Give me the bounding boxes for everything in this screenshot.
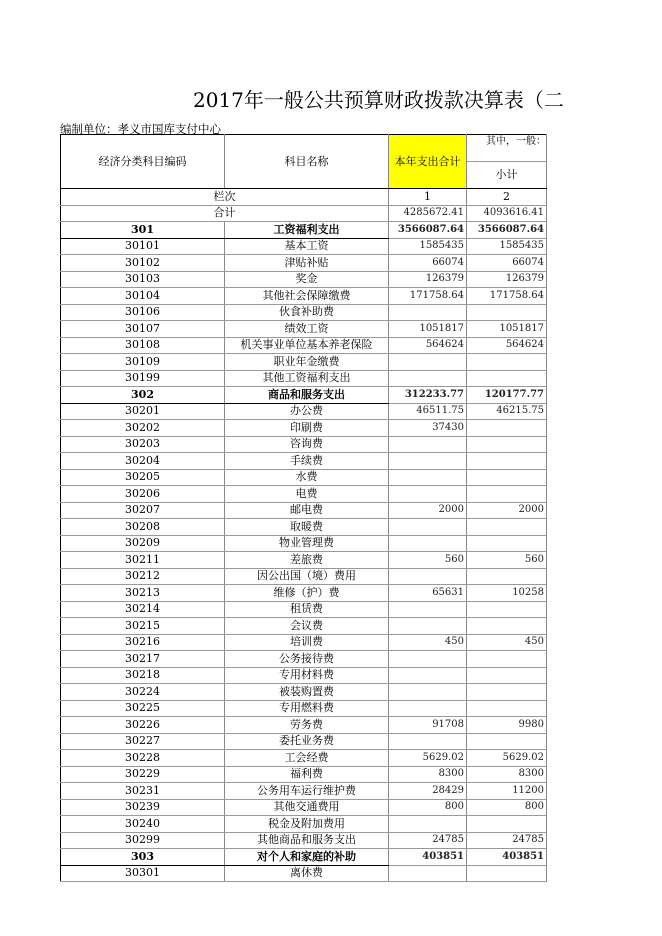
table-row [61,700,547,717]
row-code: 30225 [61,700,225,717]
table-row [61,222,547,239]
row-name: 邮电费 [225,502,389,519]
row-value-1: 3566087.64 [389,222,467,239]
row-value-1 [389,816,467,833]
row-code: 30213 [61,585,225,602]
column-index-2: 2 [467,189,547,206]
row-value-2: 171758.64 [467,288,547,305]
row-name: 其他商品和服务支出 [225,832,389,849]
row-value-1: 24785 [389,832,467,849]
row-name: 委托业务费 [225,733,389,750]
table-row [61,370,547,387]
row-value-1: 91708 [389,717,467,734]
row-value-2 [467,420,547,437]
row-name: 伙食补助费 [225,304,389,321]
row-value-1 [389,469,467,486]
row-code: 30204 [61,453,225,470]
row-value-1: 126379 [389,271,467,288]
column-index-row [61,189,547,206]
row-code: 30209 [61,535,225,552]
row-name: 咨询费 [225,436,389,453]
header-subtotal: 小计 [467,162,547,189]
row-name: 租赁费 [225,601,389,618]
row-name: 培训费 [225,634,389,651]
row-value-1 [389,453,467,470]
table-row [61,535,547,552]
row-code: 30239 [61,799,225,816]
table-row [61,238,547,255]
table-row [61,733,547,750]
row-code: 302 [61,387,225,404]
row-code: 301 [61,222,225,239]
row-value-1: 564624 [389,337,467,354]
row-name: 绩效工资 [225,321,389,338]
row-value-2: 5629.02 [467,750,547,767]
table-row [61,337,547,354]
row-value-2: 560 [467,552,547,569]
row-name: 职业年金缴费 [225,354,389,371]
row-value-1 [389,535,467,552]
table-row [61,717,547,734]
row-name: 工会经费 [225,750,389,767]
row-value-2 [467,816,547,833]
table-row [61,420,547,437]
column-index-label: 栏次 [61,189,389,206]
row-name: 机关事业单位基本养老保险 [225,337,389,354]
table-row [61,403,547,420]
header-row [61,135,547,162]
header-total: 本年支出合计 [389,135,467,189]
row-value-1 [389,436,467,453]
row-code: 30199 [61,370,225,387]
row-value-1: 560 [389,552,467,569]
row-value-2: 1051817 [467,321,547,338]
row-code: 30299 [61,832,225,849]
table-row [61,651,547,668]
column-index-1: 1 [389,189,467,206]
row-code: 30201 [61,403,225,420]
row-code: 30106 [61,304,225,321]
row-value-2: 46215.75 [467,403,547,420]
row-code: 30228 [61,750,225,767]
row-name: 商品和服务支出 [225,387,389,404]
row-value-1: 5629.02 [389,750,467,767]
row-name: 离休费 [225,865,389,882]
row-value-2 [467,733,547,750]
row-value-1: 1585435 [389,238,467,255]
header-among: 其中，一般： [467,135,547,162]
row-value-2 [467,535,547,552]
row-value-2: 3566087.64 [467,222,547,239]
compiling-unit-label: 编制单位：孝义市国库支付中心 [60,122,221,136]
row-name: 津贴补贴 [225,255,389,272]
table-row [61,684,547,701]
row-value-1: 28429 [389,783,467,800]
row-value-1: 37430 [389,420,467,437]
row-value-2 [467,618,547,635]
table-row [61,783,547,800]
row-value-2 [467,370,547,387]
row-code: 30108 [61,337,225,354]
row-value-2 [467,684,547,701]
table-row [61,552,547,569]
row-value-2: 403851 [467,849,547,866]
row-name: 因公出国（境）费用 [225,568,389,585]
row-value-2 [467,700,547,717]
row-code: 30224 [61,684,225,701]
total-value-1: 4285672.41 [389,205,467,222]
table-row [61,502,547,519]
budget-table [60,134,547,882]
row-value-2 [467,568,547,585]
table-row [61,436,547,453]
table-row [61,750,547,767]
page-title: 2017年一般公共预算财政拨款决算表（二 [193,88,564,112]
row-code: 30215 [61,618,225,635]
row-name: 物业管理费 [225,535,389,552]
row-code: 30218 [61,667,225,684]
row-code: 30229 [61,766,225,783]
header-name: 科目名称 [225,135,389,189]
row-name: 基本工资 [225,238,389,255]
row-value-2: 66074 [467,255,547,272]
row-value-1 [389,733,467,750]
row-name: 维修（护）费 [225,585,389,602]
row-value-2 [467,519,547,536]
row-code: 30226 [61,717,225,734]
row-value-2: 10258 [467,585,547,602]
row-value-1: 8300 [389,766,467,783]
row-value-2 [467,865,547,882]
row-code: 30217 [61,651,225,668]
table-row [61,568,547,585]
row-code: 30212 [61,568,225,585]
row-value-2 [467,667,547,684]
row-value-2: 564624 [467,337,547,354]
row-value-1 [389,486,467,503]
table-row [61,634,547,651]
row-value-1: 66074 [389,255,467,272]
table-row [61,469,547,486]
row-name: 取暖费 [225,519,389,536]
table-row [61,601,547,618]
row-value-2 [467,469,547,486]
row-name: 专用材料费 [225,667,389,684]
row-value-1: 1051817 [389,321,467,338]
row-code: 30208 [61,519,225,536]
row-value-2 [467,436,547,453]
row-value-2 [467,304,547,321]
row-name: 专用燃料费 [225,700,389,717]
row-value-1 [389,370,467,387]
row-code: 30203 [61,436,225,453]
row-code: 30227 [61,733,225,750]
row-value-2: 2000 [467,502,547,519]
row-code: 30206 [61,486,225,503]
row-value-1 [389,865,467,882]
row-name: 公务用车运行维护费 [225,783,389,800]
row-value-1 [389,700,467,717]
table-row [61,321,547,338]
row-value-1 [389,618,467,635]
row-value-1: 800 [389,799,467,816]
row-value-1 [389,354,467,371]
table-row [61,453,547,470]
row-name: 其他交通费用 [225,799,389,816]
row-code: 30207 [61,502,225,519]
row-value-1: 46511.75 [389,403,467,420]
row-value-1: 2000 [389,502,467,519]
row-value-2: 800 [467,799,547,816]
row-name: 印刷费 [225,420,389,437]
row-value-2: 120177.77 [467,387,547,404]
row-code: 30102 [61,255,225,272]
row-code: 30231 [61,783,225,800]
total-value-2: 4093616.41 [467,205,547,222]
row-name: 手续费 [225,453,389,470]
row-value-2: 450 [467,634,547,651]
row-value-2 [467,651,547,668]
row-code: 30240 [61,816,225,833]
table-row [61,519,547,536]
row-value-2 [467,486,547,503]
table-row [61,865,547,882]
row-code: 30107 [61,321,225,338]
row-value-2 [467,453,547,470]
row-value-2: 8300 [467,766,547,783]
row-name: 会议费 [225,618,389,635]
row-name: 其他工资福利支出 [225,370,389,387]
row-value-2: 9980 [467,717,547,734]
table-row [61,766,547,783]
table-row [61,832,547,849]
row-code: 30214 [61,601,225,618]
row-value-1: 65631 [389,585,467,602]
row-value-2 [467,354,547,371]
row-code: 303 [61,849,225,866]
total-label: 合计 [61,205,389,222]
table-row [61,255,547,272]
row-value-1 [389,651,467,668]
row-code: 30101 [61,238,225,255]
table-row [61,271,547,288]
row-code: 30205 [61,469,225,486]
row-value-1: 312233.77 [389,387,467,404]
row-value-2: 126379 [467,271,547,288]
row-value-1: 403851 [389,849,467,866]
row-name: 电费 [225,486,389,503]
row-name: 福利费 [225,766,389,783]
table-row [61,304,547,321]
row-value-2: 11200 [467,783,547,800]
row-value-2: 24785 [467,832,547,849]
row-value-2 [467,601,547,618]
header-code: 经济分类科目编码 [61,135,225,189]
table-row [61,387,547,404]
table-row [61,354,547,371]
row-code: 30216 [61,634,225,651]
table-row [61,816,547,833]
row-value-1 [389,601,467,618]
table-row [61,618,547,635]
row-name: 奖金 [225,271,389,288]
row-code: 30211 [61,552,225,569]
row-code: 30104 [61,288,225,305]
row-value-1 [389,519,467,536]
row-code: 30202 [61,420,225,437]
table-row [61,486,547,503]
total-row [61,205,547,222]
row-code: 30109 [61,354,225,371]
table-row [61,288,547,305]
row-value-1 [389,684,467,701]
table-row [61,667,547,684]
row-name: 办公费 [225,403,389,420]
row-name: 被装购置费 [225,684,389,701]
row-value-1: 171758.64 [389,288,467,305]
row-name: 其他社会保障缴费 [225,288,389,305]
row-value-1: 450 [389,634,467,651]
row-name: 水费 [225,469,389,486]
row-value-2: 1585435 [467,238,547,255]
table-row [61,799,547,816]
row-value-1 [389,667,467,684]
row-value-1 [389,568,467,585]
row-name: 税金及附加费用 [225,816,389,833]
row-code: 30301 [61,865,225,882]
table-row [61,585,547,602]
row-name: 工资福利支出 [225,222,389,239]
row-name: 差旅费 [225,552,389,569]
row-name: 对个人和家庭的补助 [225,849,389,866]
table-row [61,849,547,866]
row-value-1 [389,304,467,321]
row-name: 公务接待费 [225,651,389,668]
row-name: 劳务费 [225,717,389,734]
row-code: 30103 [61,271,225,288]
